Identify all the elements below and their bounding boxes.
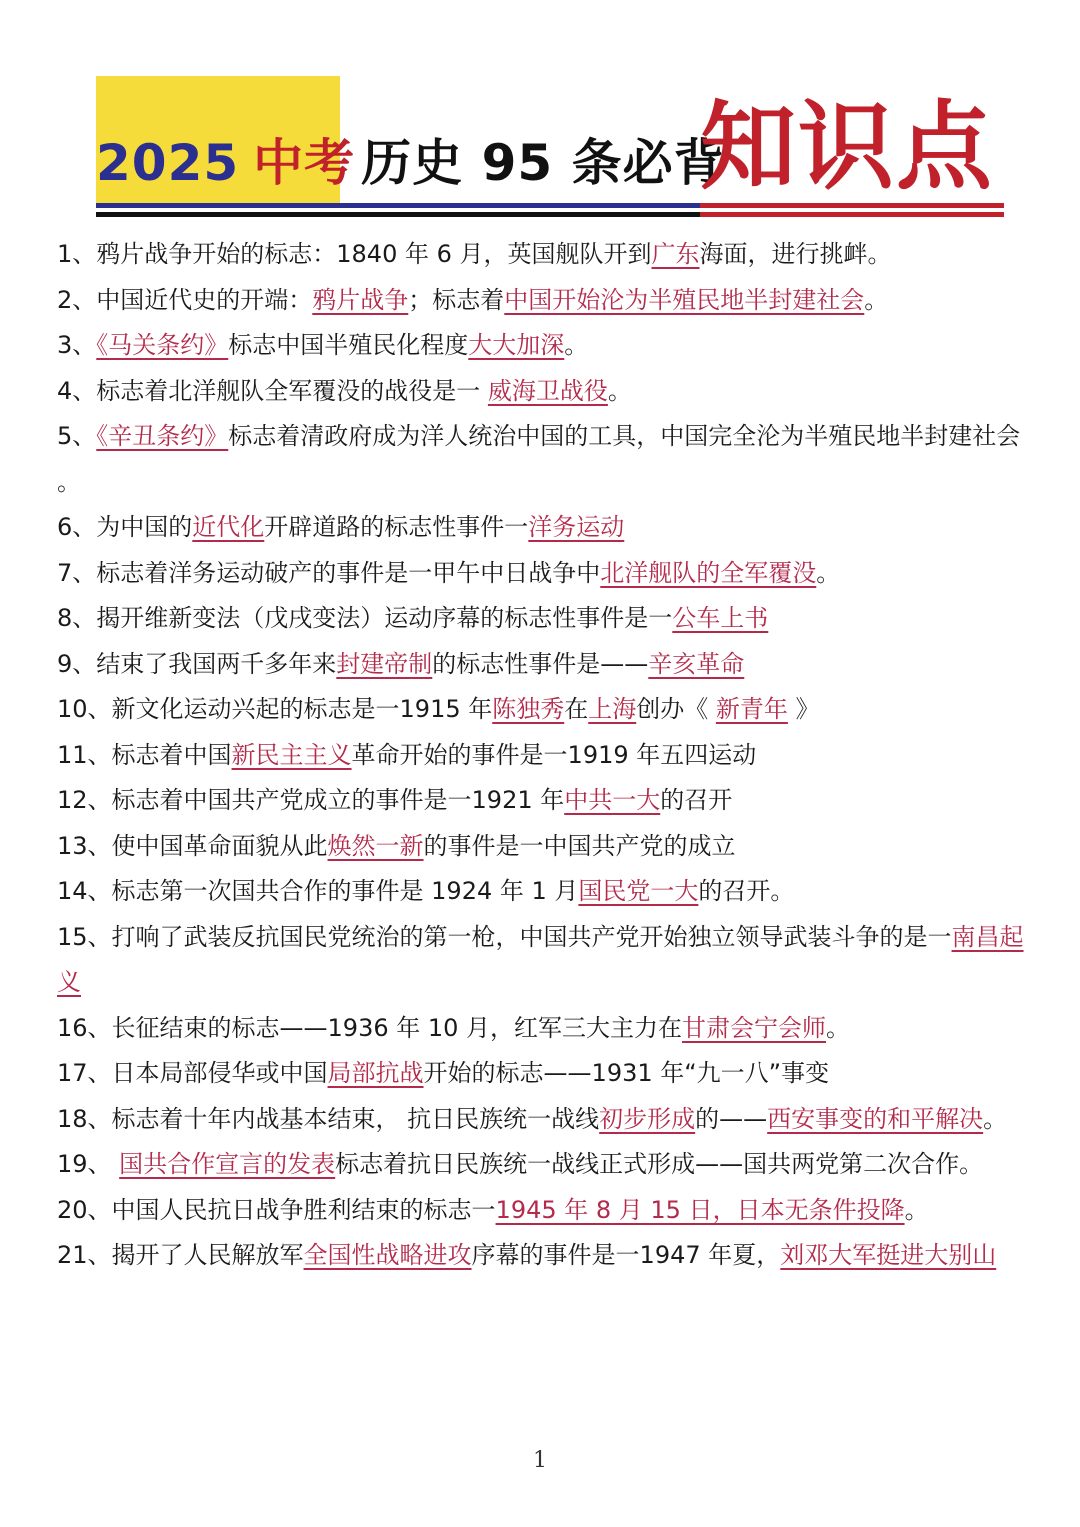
item-text: 15、打响了武装反抗国民党统治的第一枪，中国共产党开始独立领导武装斗争的是一	[57, 922, 952, 951]
item-text: 5、	[57, 422, 97, 450]
list-item	[57, 642, 1029, 688]
highlighted-term: 初步形成	[599, 1104, 696, 1133]
title-knowledge-points: 知识点	[700, 91, 994, 203]
item-text: 在	[564, 695, 589, 723]
highlighted-term: 威海卫战役	[487, 376, 608, 405]
list-item	[57, 869, 1029, 915]
highlighted-term: 洋务运动	[528, 513, 625, 541]
highlighted-term: 近代化	[192, 513, 265, 541]
list-item	[57, 278, 1029, 324]
item-text: 。	[607, 376, 632, 405]
item-text: 创办《	[636, 695, 716, 723]
item-text: 1、鸦片战争开始的标志：1840 年 6 月，英国舰队开到	[57, 240, 652, 268]
item-text: 。	[864, 285, 889, 314]
item-text: 标志着清政府成为洋人统治中国的工具，中国完全沦为半殖民地半封建社会 。	[57, 422, 1021, 496]
item-text: 19、	[57, 1150, 120, 1178]
item-text: 标志中国半殖民化程度	[228, 331, 469, 359]
title-exam: 中考	[253, 134, 356, 192]
item-text: 。	[816, 558, 841, 587]
highlighted-term: 公车上书	[672, 604, 769, 632]
highlighted-term: 全国性战略进攻	[303, 1241, 472, 1269]
list-item	[57, 596, 1029, 642]
highlighted-term: 上海	[588, 695, 637, 723]
title-underline	[96, 203, 1004, 221]
highlighted-term: 中共一大	[564, 786, 661, 814]
list-item	[57, 1006, 1029, 1052]
item-text: 3、	[57, 331, 97, 359]
list-item	[57, 369, 1029, 415]
item-text: 4、标志着北洋舰队全军覆没的战役是一	[57, 376, 488, 405]
list-item	[57, 1051, 1029, 1097]
highlighted-term: 局部抗战	[327, 1059, 424, 1087]
list-item	[57, 733, 1029, 779]
highlighted-term: 国民党一大	[578, 877, 699, 905]
highlighted-term: 北洋舰队的全军覆没	[600, 558, 817, 587]
item-text: ；标志着	[408, 285, 505, 314]
highlighted-term: 1945 年 8 月 15 日，日本无条件投降	[495, 1195, 905, 1224]
highlighted-term: 焕然一新	[327, 831, 424, 860]
item-text: 10、新文化运动兴起的标志是一1915 年	[57, 695, 493, 723]
highlighted-term: 中国开始沦为半殖民地半封建社会	[504, 285, 865, 314]
highlighted-term: 新青年	[715, 695, 788, 723]
item-text: 序幕的事件是一1947 年夏，	[471, 1241, 781, 1269]
item-text: 革命开始的事件是一1919 年五四运动	[351, 740, 757, 769]
item-text: 11、标志着中国	[57, 740, 232, 769]
highlighted-term: 封建帝制	[336, 649, 433, 678]
item-text: 》	[787, 695, 820, 723]
item-text: 16、长征结束的标志——1936 年 10 月，红军三大主力在	[57, 1013, 683, 1042]
item-text: 2、中国近代史的开端：	[57, 285, 313, 314]
item-text: 的事件是一中国共产党的成立	[423, 831, 736, 860]
item-text: 。	[904, 1195, 929, 1224]
item-text: 7、标志着洋务运动破产的事件是一甲午中日战争中	[57, 558, 601, 587]
item-text: 的——	[695, 1104, 768, 1133]
highlighted-term: 《马关条约》	[96, 331, 229, 359]
list-item	[57, 1233, 1029, 1279]
list-item	[57, 1097, 1029, 1143]
item-text: 17、日本局部侵华或中国	[57, 1059, 328, 1087]
item-text: 开始的标志——1931 年“九一八”事变	[423, 1059, 830, 1087]
highlighted-term: 国共合作宣言的发表	[119, 1150, 336, 1178]
list-item	[57, 915, 1029, 1006]
item-text: 。	[983, 1104, 1008, 1133]
item-text: 的召开	[660, 786, 733, 814]
item-text: 。	[826, 1013, 851, 1042]
knowledge-list	[57, 232, 1029, 1279]
highlighted-term: 广东	[651, 240, 700, 268]
item-text: 8、揭开维新变法（戊戌变法）运动序幕的标志性事件是一	[57, 604, 673, 632]
highlighted-term: 辛亥革命	[648, 649, 745, 678]
item-text: 标志着抗日民族统一战线正式形成——国共两党第二次合作。	[335, 1150, 984, 1178]
list-item	[57, 824, 1029, 870]
highlighted-term: 《辛丑条约》	[96, 422, 229, 450]
item-text: 14、标志第一次国共合作的事件是 1924 年 1 月	[57, 877, 579, 905]
item-text: 20、中国人民抗日战争胜利结束的标志一	[57, 1195, 496, 1224]
list-item	[57, 1188, 1029, 1234]
highlighted-term: 陈独秀	[492, 695, 565, 723]
title-subject: 历史 95 条必背	[361, 134, 725, 192]
highlighted-term: 甘肃会宁会师	[682, 1013, 827, 1042]
list-item	[57, 414, 1029, 505]
item-text: 9、结束了我国两千多年来	[57, 649, 337, 678]
item-text: 6、为中国的	[57, 513, 193, 541]
item-text: 21、揭开了人民解放军	[57, 1241, 304, 1269]
item-text: 的召开。	[698, 877, 795, 905]
highlighted-term: 大大加深	[468, 331, 565, 359]
list-item	[57, 505, 1029, 551]
item-text: 海面，进行挑衅。	[699, 240, 892, 268]
item-text: 。	[564, 331, 589, 359]
highlighted-term: 西安事变的和平解决	[767, 1104, 984, 1133]
item-text: 开辟道路的标志性事件一	[264, 513, 529, 541]
list-item	[57, 1142, 1029, 1188]
item-text: 13、使中国革命面貌从此	[57, 831, 328, 860]
title-line	[96, 118, 725, 208]
title-block	[0, 0, 1080, 230]
list-item	[57, 551, 1029, 597]
list-item	[57, 687, 1029, 733]
title-year: 2025	[96, 134, 240, 192]
item-text: 的标志性事件是——	[432, 649, 649, 678]
list-item	[57, 232, 1029, 278]
highlighted-term: 南昌起义	[57, 922, 1024, 996]
highlighted-term: 鸦片战争	[312, 285, 409, 314]
highlighted-term: 新民主主义	[231, 740, 352, 769]
item-text: 18、标志着十年内战基本结束， 抗日民族统一战线	[57, 1104, 600, 1133]
title-underline-bar	[96, 212, 1004, 217]
highlighted-term: 刘邓大军挺进大别山	[780, 1241, 997, 1269]
title-underline-bar	[96, 203, 1004, 208]
list-item	[57, 778, 1029, 824]
list-item	[57, 323, 1029, 369]
item-text: 12、标志着中国共产党成立的事件是一1921 年	[57, 786, 565, 814]
page-number: 1	[533, 1448, 547, 1473]
